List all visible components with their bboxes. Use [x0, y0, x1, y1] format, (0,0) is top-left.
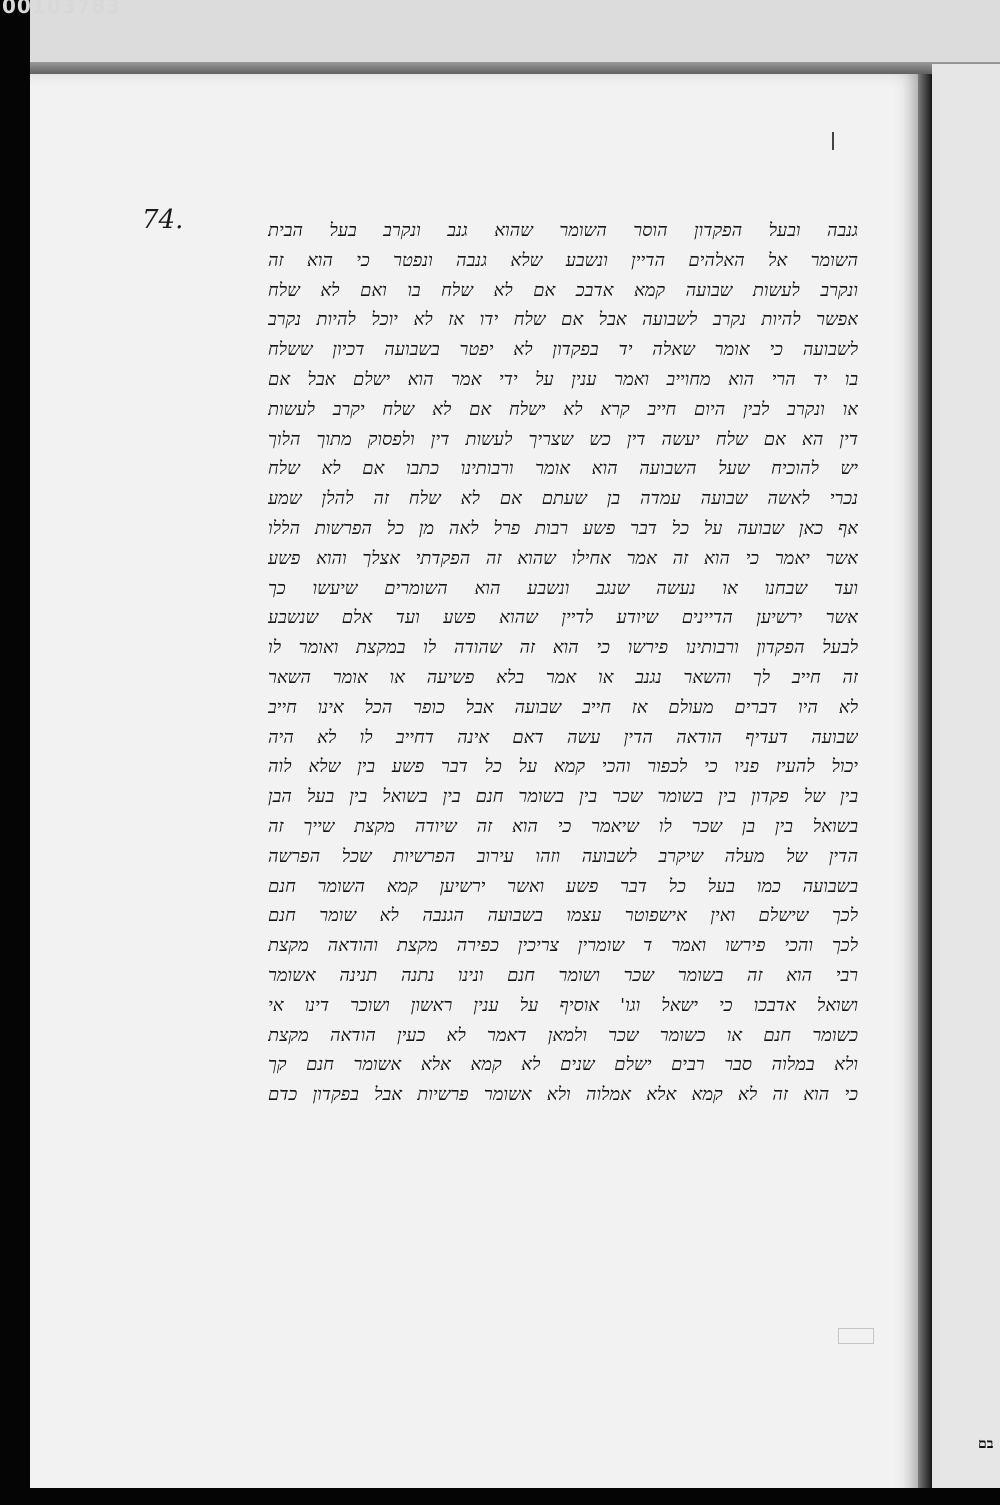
text-line: לכך שישלם ואין אישפוטר עצמו בשבועה הגנבה לא שומר חנם [268, 905, 858, 927]
text-line: או ונקרב לבין היום חייב קרא לא ישלח אם לא שלח יקרב לעשות [268, 398, 858, 420]
scanner-board [30, 0, 1000, 70]
text-line: בין של פקדון בין בשומר שכר בין בשומר חנם בין בשואל בין בעל הבן [268, 786, 858, 808]
facing-page-text-fragment: בם [978, 1436, 994, 1452]
text-line: נכרי לאשה שבועה עמדה בן שעתם אם לא שלח זה להלן שמע [268, 488, 858, 510]
text-line: יכול להעיז פניו כי לכפור והכי קמא על כל דבר פשע בין שלא לוה [268, 756, 858, 778]
film-id-label: 00103783 [2, 0, 122, 18]
text-line: זה חייב לך והשאר נגנב או אמר בלא פשיעה או אומר השאר [268, 666, 858, 688]
folio-number: 74. [142, 205, 184, 235]
manuscript-text-block [268, 216, 858, 1186]
text-line: לכך והכי פירשו ואמר ד שומרין צריכין כפירה מקצת והודאה מקצת [268, 935, 858, 957]
text-line: בו יד הרי הוא מחוייב ואמר ענין על ידי אמר הוא ישלם אבל אם [268, 368, 858, 390]
text-line: דין הא אם שלח יעשה דין כש שצריך לעשות דין ולפסוק מתוך הלוך [268, 428, 858, 450]
text-line: אף כאן שבועה על כל דבר פשע רבות פרל לאה מן כל הפרשות הללו [268, 517, 858, 539]
film-bottom-border [0, 1488, 1000, 1505]
page-gutter-shadow [918, 74, 932, 1505]
text-line: כשומר חנם או כשומר שכר ולמאן דאמר לא כעין הודאה מקצת [268, 1024, 858, 1046]
text-line: הדין של מעלה שיקרב לשבועה וזהו עירוב הפרשיות שכל הפרשה [268, 845, 858, 867]
faint-library-stamp [838, 1328, 874, 1344]
text-line: בשבועה כמו בעל כל דבר פשע ואשר ירשיען קמא השומר חנם [268, 875, 858, 897]
facing-page-edge [932, 64, 1000, 1505]
text-line: ועד שבחנו או נעשה שנגב ונשבע הוא השומרים שיעשו כך [268, 577, 858, 599]
text-line: יש להוכיח שעל השבועה הוא אומר ורבותינו כתבו אם לא שלח [268, 458, 858, 480]
text-line: לשבועה כי אומר שאלה יד בפקדון לא יפטר בשבועה דכיון ששלח [268, 339, 858, 361]
text-line: כי הוא זה לא קמא אלא אמלוה ולא אשומר פרשיות אבל בפקדון כדם [268, 1084, 858, 1106]
text-line: אשר יאמר כי הוא זה אמר אחילו שהוא זה הפקדתי אצלך והוא פשע [268, 547, 858, 569]
text-line: ונקרב לעשות שבועה קמא אדבכ אם לא שלח בו ואם לא שלח [268, 279, 858, 301]
text-line: לבעל הפקדון ורבותינו פירשו כי הוא זה שהודה לו במקצת ואומר לו [268, 637, 858, 659]
text-line: ולא במלוה סבר רבים ישלם שנים לא קמא אלא אשומר חנם קך [268, 1054, 858, 1076]
text-line: שבועה דעדיף הודאה הדין עשה דאם אינה דחייב לו לא היה [268, 726, 858, 748]
margin-tick-mark [832, 132, 834, 150]
text-line: אשר ירשיען הדיינים שיודע לדיין שהוא פשע ועד אלם שנשבע [268, 607, 858, 629]
text-line: אפשר להיות נקרב לשבועה אבל אם שלח ידו אז לא יוכל להיות נקרב [268, 309, 858, 331]
text-line: רבי הוא זה בשומר שכר ושומר חנם ונינו נתנה תנינה אשומר [268, 964, 858, 986]
text-line: השומר אל האלהים הדיין ונשבע שלא גנבה ונפטר כי הוא זה [268, 249, 858, 271]
text-line: בשואל בין בן שכר לו שיאמר כי הוא זה שיודה מקצת שייך זה [268, 815, 858, 837]
text-line: גנבה ובעל הפקדון הוסר השומר שהוא גנב ונקרב בעל הבית [268, 220, 858, 241]
text-line: לא היו דברים מעולם אז חייב שבועה אבל כופר הכל אינו חייב [268, 696, 858, 718]
text-line: ושואל אדבכו כי ישאל וגו' אוסיף על ענין ראשון ושוכר דינו אי [268, 994, 858, 1016]
